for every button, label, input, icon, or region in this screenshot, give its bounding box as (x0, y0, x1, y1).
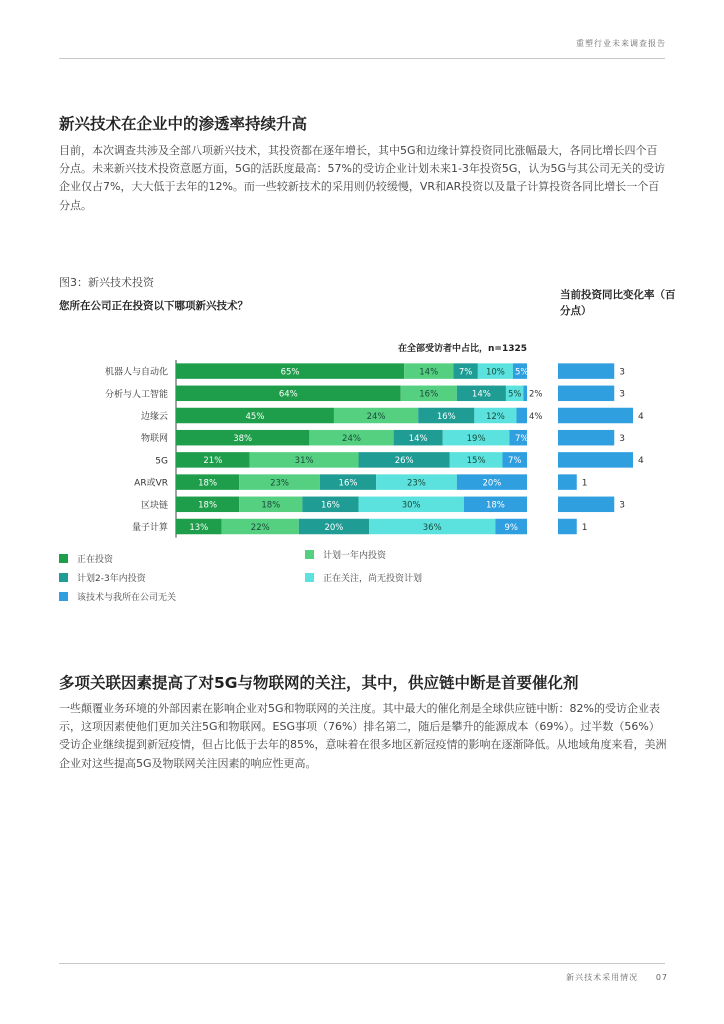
data-label: 13% (189, 522, 209, 533)
legend-label: 计划一年内投资 (323, 551, 387, 561)
data-label: 45% (245, 411, 265, 422)
data-label: 16% (436, 411, 456, 422)
rate-bar (558, 519, 577, 535)
category-label: 分析与人工智能 (104, 389, 168, 400)
bar-segment (516, 408, 527, 424)
data-label: 9% (504, 522, 518, 533)
data-label: 18% (261, 500, 281, 511)
section1-heading: 新兴技术在企业中的渗透率持续升高 (59, 115, 308, 133)
rate-value-label: 3 (619, 500, 625, 511)
rate-value-label: 1 (581, 522, 588, 533)
data-label: 65% (280, 367, 300, 378)
legend-item (59, 552, 113, 565)
data-label: 26% (394, 456, 414, 467)
rate-bar (558, 363, 614, 379)
rate-bar (558, 452, 633, 468)
data-label: 5% (514, 367, 529, 378)
data-label: 16% (320, 500, 340, 511)
rate-bar (558, 430, 614, 446)
category-label: 区块链 (140, 500, 168, 511)
legend-label: 计划2-3年内投资 (77, 574, 146, 584)
data-label: 23% (406, 478, 426, 489)
footer-section-label: 新兴技术采用情况 (566, 973, 639, 982)
data-label: 23% (270, 478, 289, 489)
rate-value-label: 4 (638, 411, 644, 422)
rate-chart-title: 当前投资同比变化率（百分点） (560, 289, 676, 317)
legend-swatch (305, 573, 314, 582)
page-number: 07 (655, 973, 668, 982)
category-label: 物联网 (140, 434, 168, 445)
data-label: 21% (203, 456, 223, 467)
legend-item (305, 548, 386, 561)
data-label: 7% (458, 367, 473, 378)
data-label: 36% (422, 522, 442, 533)
data-label: 18% (198, 500, 218, 511)
data-label: 16% (338, 478, 358, 489)
category-label: AR或VR (134, 478, 168, 489)
data-label: 30% (401, 500, 421, 511)
rate-bar (558, 386, 614, 402)
data-label: 7% (507, 456, 522, 467)
legend-label: 该技术与我所在公司无关 (77, 593, 177, 603)
legend-swatch (59, 573, 68, 582)
section2-paragraph: 一些颠覆业务环境的外部因素在影响企业对5G和物联网的关注度。其中最大的催化剂是全球供应链中断：82%的受访企业表示，这项因素使他们更加关注5G和物联网。ESG事项（76%）排名第二，随后是攀升的能源成本（69%）。过半数（56%）受访企业继续提到新冠疫情，但占比低于去年的85%，意味着在很多地区新冠疫情的影响在逐渐降低。从地域角度来看，美洲企业对这些提高5G及物联网关注因素的响应性更高。 (59, 702, 667, 770)
data-label: 20% (324, 522, 344, 533)
data-label: 20% (482, 478, 502, 489)
data-label: 24% (366, 411, 386, 422)
legend-swatch (59, 592, 68, 601)
data-label: 24% (342, 434, 361, 444)
chart-legend (59, 548, 479, 608)
legend-swatch (305, 550, 314, 559)
footer-divider (59, 963, 665, 964)
rate-bar (558, 474, 577, 490)
report-header-title: 重塑行业未来调查报告 (576, 39, 666, 48)
data-label: 12% (485, 411, 505, 422)
category-label: 5G (155, 456, 168, 467)
data-label: 14% (419, 367, 439, 378)
data-label: 16% (419, 389, 439, 400)
rate-bar (558, 408, 633, 424)
data-label: 14% (408, 434, 428, 444)
data-label: 18% (485, 500, 505, 511)
data-label: 14% (471, 389, 491, 400)
category-label: 机器人与自动化 (104, 367, 168, 378)
data-label: 15% (466, 456, 486, 467)
footer-text (566, 972, 668, 983)
data-label: 38% (233, 434, 253, 444)
data-label: 2% (529, 389, 543, 400)
legend-label: 正在关注，尚无投资计划 (323, 574, 423, 584)
rate-value-label: 3 (619, 434, 625, 444)
legend-item (59, 590, 176, 603)
sample-size-label: 在全部受访者中占比，n=1325 (398, 344, 527, 354)
legend-swatch (59, 554, 68, 563)
data-label: 31% (294, 456, 314, 467)
data-label: 5% (507, 389, 522, 400)
rate-value-label: 3 (619, 389, 625, 400)
rate-value-label: 4 (638, 456, 644, 467)
rate-value-label: 1 (581, 478, 588, 489)
data-label: 18% (198, 478, 218, 489)
data-label: 64% (278, 389, 298, 400)
category-label: 量子计算 (131, 523, 168, 533)
bar-segment (523, 386, 527, 402)
legend-item (59, 571, 146, 584)
legend-item (305, 571, 422, 584)
data-label: 7% (514, 434, 529, 444)
figure-question: 您所在公司正在投资以下哪项新兴技术？ (59, 300, 248, 312)
data-label: 10% (485, 367, 505, 378)
rate-bar (558, 497, 614, 513)
data-label: 19% (466, 434, 486, 444)
section2-heading: 多项关联因素提高了对5G与物联网的关注，其中，供应链中断是首要催化剂 (59, 674, 579, 692)
section1-paragraph: 目前，本次调查共涉及全部八项新兴技术，其投资都在逐年增长，其中5G和边缘计算投资同比涨幅最大，各同比增长四个百分点。未来新兴技术投资意愿方面，5G的活跃度最高：57%的受访企业计划未来1-3年投资5G，认为5G与其公司无关的受访企业仅占7%，大大低于去年的12%。而一些较新技术的采用则仍较缓慢，VR和AR投资以及量子计算投资各同比增长一个百分点。 (59, 144, 665, 212)
category-label: 边缘云 (140, 412, 168, 422)
figure-title: 图3：新兴技术投资 (59, 276, 154, 289)
legend-label: 正在投资 (77, 555, 114, 565)
data-label: 22% (250, 522, 270, 533)
rate-value-label: 3 (619, 367, 625, 378)
data-label: 4% (529, 411, 543, 422)
